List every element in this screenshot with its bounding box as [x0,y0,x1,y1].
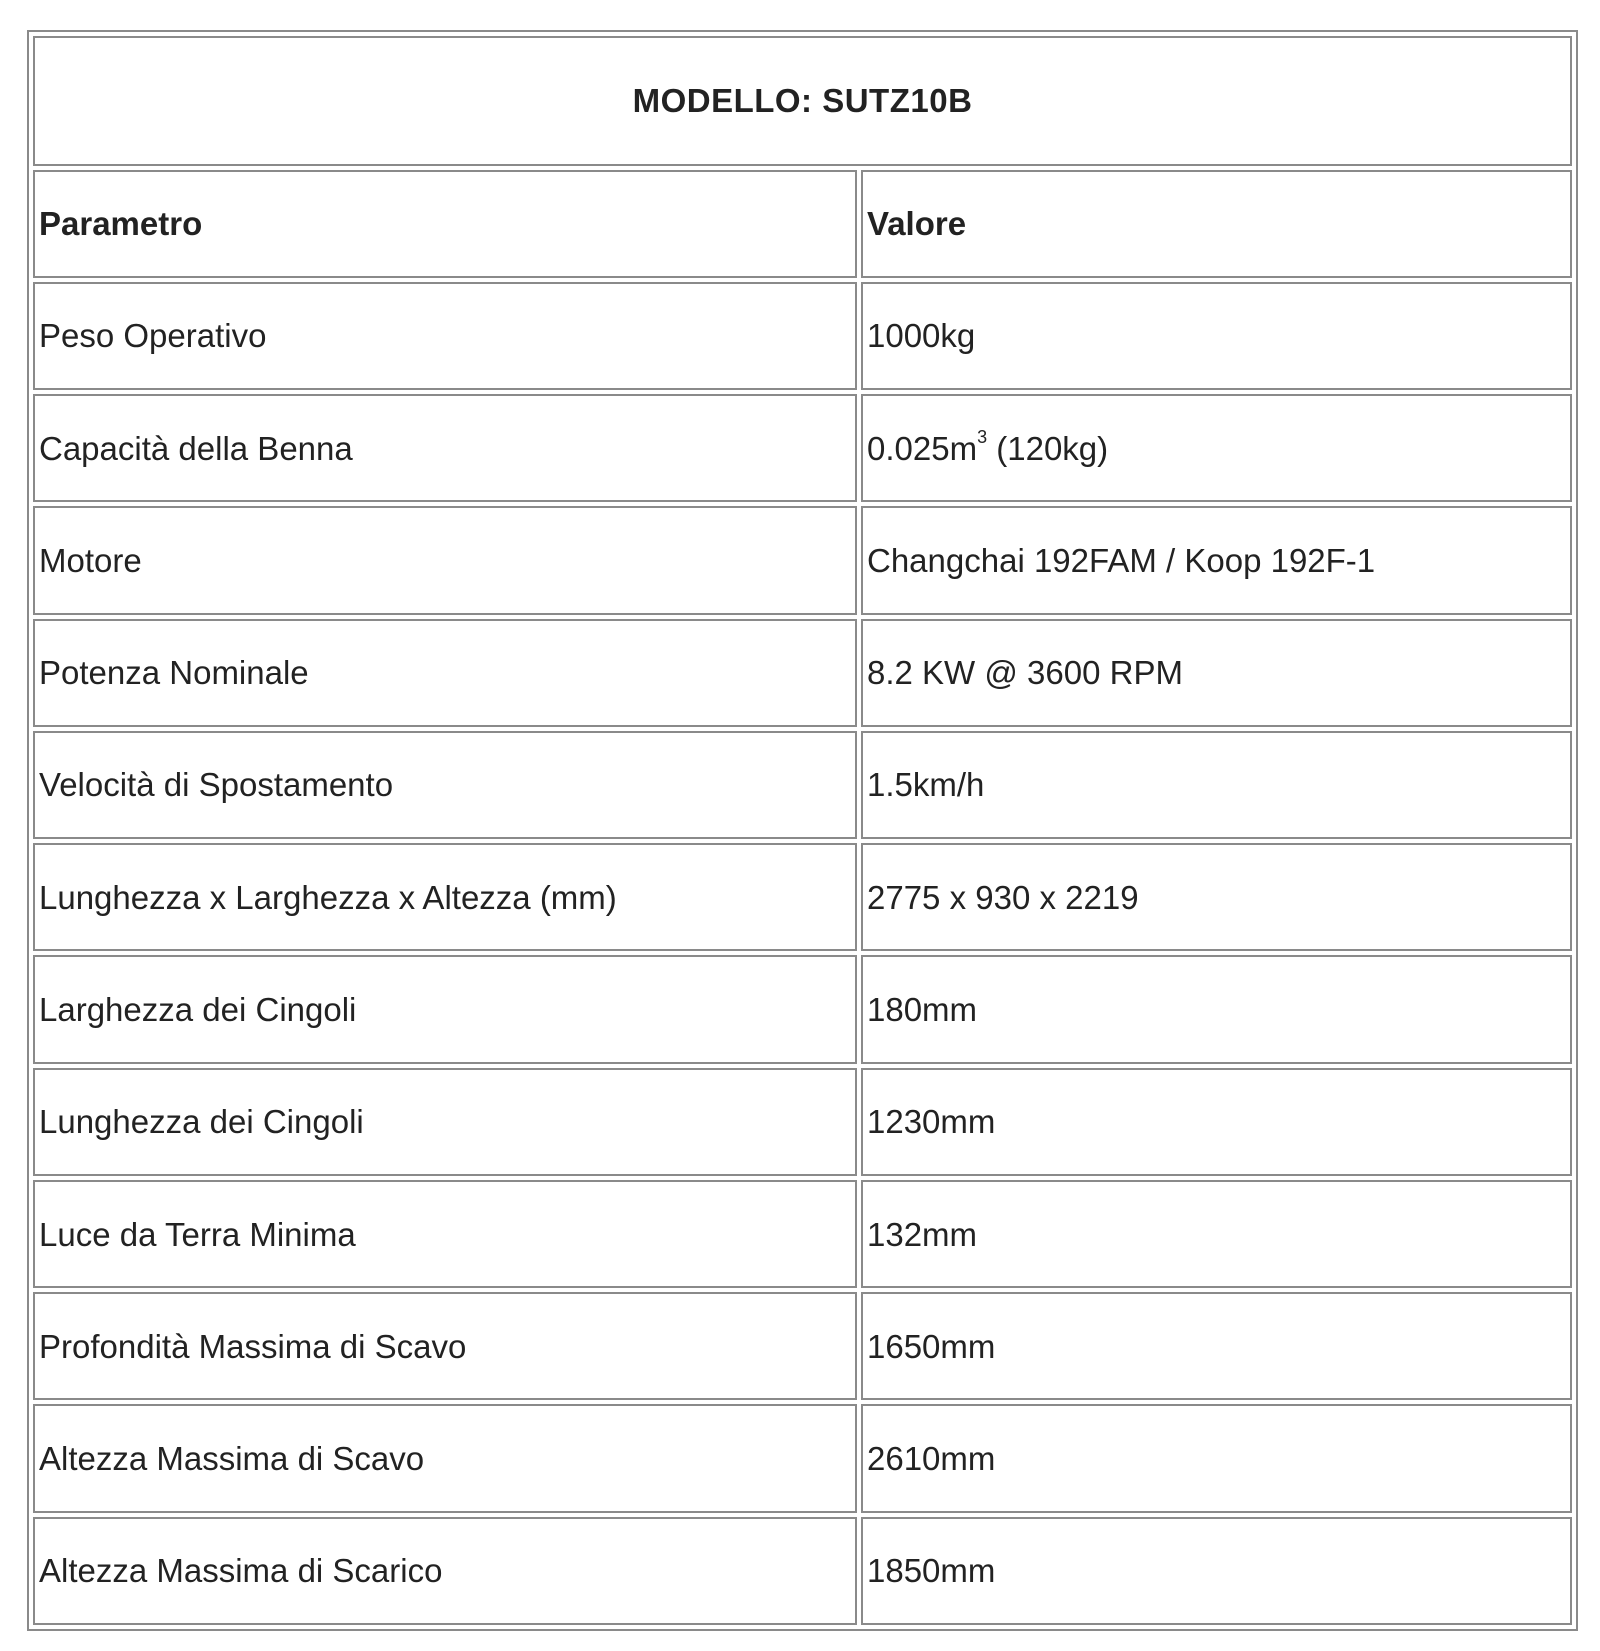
param-cell: Luce da Terra Minima [33,1180,857,1288]
table-title: MODELLO: SUTZ10B [33,36,1572,166]
value-cell: 2775 x 930 x 2219 [861,843,1572,951]
table-row [33,619,1572,727]
value-cell: 2610mm [861,1404,1572,1512]
param-cell: Motore [33,506,857,614]
value-cell: 1230mm [861,1068,1572,1176]
param-cell: Lunghezza dei Cingoli [33,1068,857,1176]
param-cell: Altezza Massima di Scavo [33,1404,857,1512]
table-row [33,955,1572,1063]
spec-table [27,30,1578,1631]
title-row [33,36,1572,166]
table-row [33,506,1572,614]
param-cell: Peso Operativo [33,282,857,390]
value-cell: Changchai 192FAM / Koop 192F-1 [861,506,1572,614]
value-cell: 1.5km/h [861,731,1572,839]
value-cell: 1850mm [861,1517,1572,1625]
param-cell: Capacità della Benna [33,394,857,502]
value-cell: 8.2 KW @ 3600 RPM [861,619,1572,727]
value-suffix: (120kg) [987,429,1109,467]
param-cell: Larghezza dei Cingoli [33,955,857,1063]
value-cell: 1000kg [861,282,1572,390]
header-value: Valore [861,170,1572,278]
value-cell: 132mm [861,1180,1572,1288]
value-cell: 1650mm [861,1292,1572,1400]
param-cell: Velocità di Spostamento [33,731,857,839]
param-cell: Profondità Massima di Scavo [33,1292,857,1400]
table-row [33,731,1572,839]
value-text: 0.025m [867,429,978,467]
value-cell: 180mm [861,955,1572,1063]
table-row [33,1404,1572,1512]
header-row [33,170,1572,278]
value-cell [861,394,1572,502]
table-row [33,394,1572,502]
table-row [33,282,1572,390]
value-superscript: 3 [977,426,988,447]
table-row [33,843,1572,951]
table-row [33,1517,1572,1625]
table-row [33,1292,1572,1400]
table-row [33,1068,1572,1176]
table-row [33,1180,1572,1288]
param-cell: Lunghezza x Larghezza x Altezza (mm) [33,843,857,951]
param-cell: Altezza Massima di Scarico [33,1517,857,1625]
param-cell: Potenza Nominale [33,619,857,727]
header-param: Parametro [33,170,857,278]
